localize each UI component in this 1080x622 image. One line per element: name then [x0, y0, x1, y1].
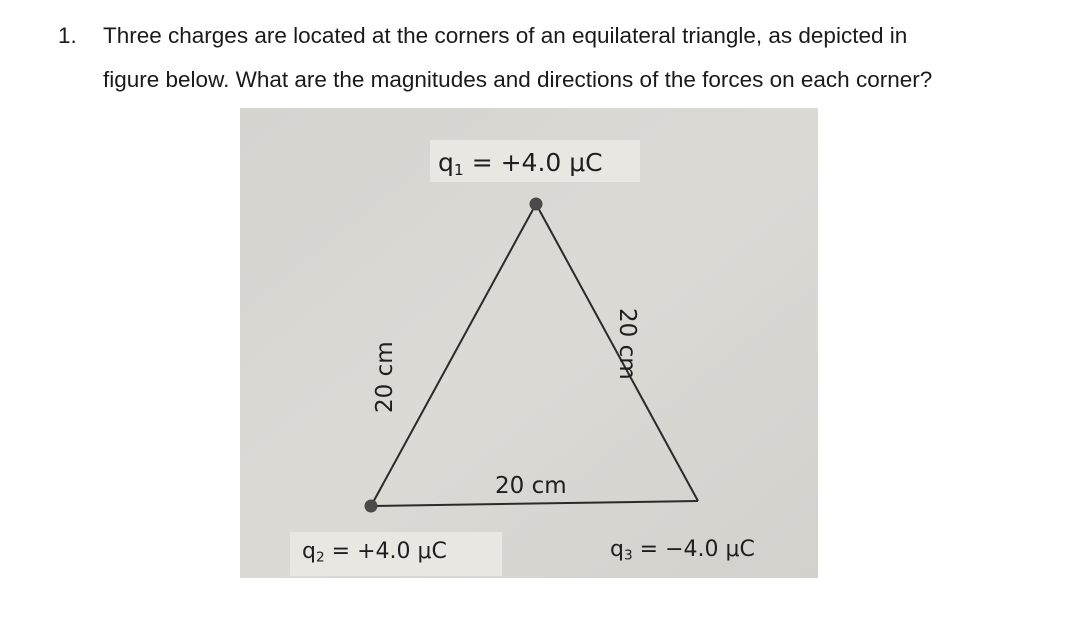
question-number: 1.: [58, 23, 77, 48]
side-right-length: 20 cm: [614, 308, 640, 380]
charge-q1-label: $q_1 = +4.0$ μC: [438, 148, 603, 179]
charge-q2-dot: [365, 500, 378, 513]
charge-q2-label: $q_2 = +4.0$ μC: [302, 539, 447, 566]
charge-q1-dot: [530, 198, 543, 211]
triangle-figure: [240, 108, 818, 578]
question-line-1: Three charges are located at the corners of an equilateral triangle, as depicted in: [103, 23, 908, 48]
charge-q3-label: $q_3 = -4.0$ μC: [610, 537, 755, 564]
side-base-length: 20 cm: [495, 473, 567, 499]
side-left-length: 20 cm: [372, 341, 398, 413]
question-line-2: figure below. What are the magnitudes and directions of the forces on each corner?: [103, 67, 933, 92]
